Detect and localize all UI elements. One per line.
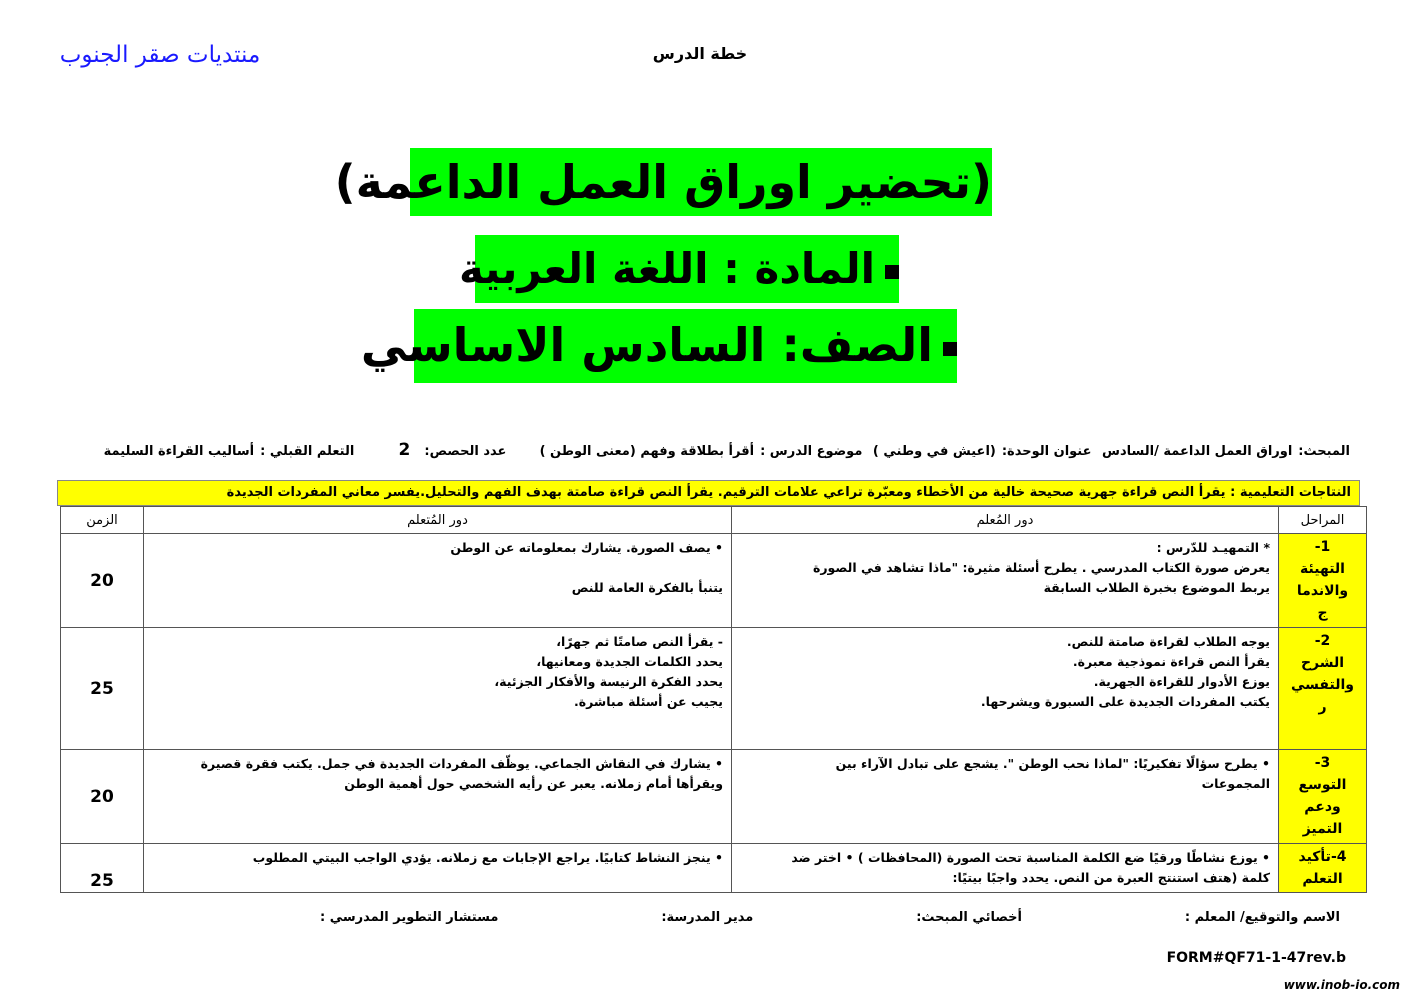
learner-line: يحدد الكلمات الجديدة ومعانيها،: [536, 654, 723, 669]
stage-name-line: التهيئة: [1300, 561, 1345, 577]
stage-name-line: الشرح: [1300, 655, 1345, 671]
teacher-role-cell: [732, 844, 1279, 893]
signature-row: [320, 910, 1340, 925]
title-banner: (تحضير اوراق العمل الداعمة): [410, 148, 992, 216]
stage-number: 3-: [1314, 755, 1331, 771]
stage-number: 4-تأكيد: [1298, 849, 1347, 865]
header-stages: المراحل: [1279, 507, 1367, 534]
learner-line: • يشارك في النقاش الجماعي. يوظّف المفردات الجديدة في جمل. يكتب فقرة قصيرة: [200, 756, 723, 771]
stage-cell: [1279, 628, 1367, 750]
learner-role-cell: [144, 534, 732, 628]
spacer: [152, 558, 723, 578]
header-learner-role: دور المُتعلم: [144, 507, 732, 534]
teacher-line: يعرض صورة الكتاب المدرسي . يطرح أسئلة مثيرة: "ماذا تشاهد في الصورة: [812, 560, 1270, 575]
teacher-role-cell: [732, 750, 1279, 844]
lesson-plan-table: [60, 506, 1367, 893]
teacher-line: يوزع الأدوار للقراءة الجهرية.: [1093, 674, 1270, 689]
teacher-line: • يوزع نشاطًا ورقيًا ضع الكلمة المناسبة تحت الصورة (المحافظات ) • اختر ضد: [791, 850, 1270, 865]
time-cell: 20: [61, 750, 144, 844]
principal-label: مدير المدرسة:: [661, 910, 754, 925]
learner-role-cell: [144, 750, 732, 844]
learner-line: يتنبأ بالفكرة العامة للنص: [571, 580, 723, 595]
header-teacher-role: دور المُعلم: [732, 507, 1279, 534]
topic-label: موضوع الدرس :: [760, 444, 863, 459]
teacher-line: يقرأ النص قراءة نموذجية معبرة.: [1072, 654, 1270, 669]
teacher-role-cell: [732, 628, 1279, 750]
teacher-line: يربط الموضوع بخبرة الطلاب السابقة: [1043, 580, 1270, 595]
prior-learning-label: التعلم القبلي :: [260, 444, 355, 459]
lesson-info-row: [60, 440, 1350, 460]
teacher-line: يكتب المفردات الجديدة على السبورة ويشرحها.: [980, 694, 1270, 709]
unit-value: (اعيش في وطني ): [872, 444, 996, 459]
stage-number: 2-: [1314, 633, 1331, 649]
stage-name-line: ج: [1317, 605, 1328, 621]
stage-name-line: والاندما: [1296, 583, 1349, 599]
stage-name-line: والتفسي: [1291, 677, 1354, 693]
learner-line: يحدد الفكرة الرنيسة والأفكار الجزئية،: [494, 674, 723, 689]
table-row: [61, 534, 1367, 628]
teacher-line: كلمة (هتف استنتج العبرة من النص. يحدد واجبًا بيتيًا:: [952, 870, 1270, 885]
stage-name-line: التميز: [1302, 821, 1343, 837]
learner-role-cell: [144, 844, 732, 893]
unit-label: عنوان الوحدة:: [1001, 444, 1092, 459]
subject-banner: [459, 235, 899, 303]
stage-name-line: ر: [1318, 699, 1327, 715]
time-cell: 25: [61, 844, 144, 893]
table-row: [61, 844, 1367, 893]
grade-banner: [360, 309, 957, 383]
site-url: www.inob-io.com: [1283, 978, 1400, 992]
teacher-signature-label: الاسم والتوقيع/ المعلم :: [1184, 910, 1340, 925]
table-row: [61, 628, 1367, 750]
site-name: منتديات صقر الجنوب: [59, 42, 261, 68]
time-cell: 20: [61, 534, 144, 628]
form-code: FORM#QF71-1-47rev.b: [1166, 950, 1346, 966]
stage-number: 1-: [1314, 539, 1331, 555]
teacher-line: * التمهيـد للدّرس :: [1156, 540, 1270, 555]
stage-name-line: التوسع: [1298, 777, 1347, 793]
teacher-role-cell: [732, 534, 1279, 628]
learner-line: يجيب عن أسئلة مباشرة.: [574, 694, 723, 709]
teacher-line: يوجه الطلاب لقراءة صامتة للنص.: [1066, 634, 1270, 649]
time-cell: 25: [61, 628, 144, 750]
learner-line: • ينجز النشاط كتابيًا. يراجع الإجابات مع زملانه. يؤدي الواجب البيتي المطلوب: [252, 850, 723, 865]
teacher-line: المجموعات: [1201, 776, 1270, 791]
subject-label: المبحث:: [1298, 444, 1350, 459]
learner-line: • يصف الصورة. يشارك بمعلوماته عن الوطن: [450, 540, 723, 555]
stage-cell: [1279, 750, 1367, 844]
subject-value: اوراق العمل الداعمة /السادس: [1102, 444, 1293, 459]
learning-outcomes: النتاجات التعليمية : يقرأ النص قراءة جهرية صحيحة خالية من الأخطاء ومعبّرة تراعي علامات الترقيم. يقرأ النص قراءة صامتة بهدف الفهم والتحليل.يفسر معاني المفردات الجديدة: [57, 480, 1360, 506]
learner-line: - يقرأ النص صامتًا ثم جهرًا،: [556, 634, 723, 649]
learner-line: ويقرأها أمام زملانه. يعبر عن رأيه الشخصي حول أهمية الوطن: [344, 776, 723, 791]
prior-learning-value: أساليب القراءة السليمة: [103, 444, 255, 459]
table-header-row: [61, 507, 1367, 534]
subject-specialist-label: أخصائي المبحث:: [916, 910, 1022, 925]
sessions-label: عدد الحصص:: [424, 444, 507, 459]
topic-value: أقرأ بطلاقة وفهم (معنى الوطن ): [539, 444, 755, 459]
header-time: الزمن: [61, 507, 144, 534]
advisor-label: مستشار التطوير المدرسي :: [320, 910, 499, 925]
square-bullet-icon: [885, 265, 899, 279]
sessions-value: 2: [398, 440, 411, 460]
subject-banner-text: المادة : اللغة العربية: [459, 244, 875, 293]
stage-cell: [1279, 534, 1367, 628]
stage-cell: [1279, 844, 1367, 893]
document-label: خطة الدرس: [652, 44, 748, 63]
grade-banner-text: الصف: السادس الاساسي: [360, 318, 933, 372]
square-bullet-icon: [943, 342, 957, 356]
stage-name-line: ودعم: [1304, 799, 1341, 815]
learner-role-cell: [144, 628, 732, 750]
table-row: [61, 750, 1367, 844]
stage-name-line: التعلم: [1302, 871, 1343, 887]
teacher-line: • يطرح سؤالًا تفكيريًا: "لماذا نحب الوطن ". يشجع على تبادل الآراء بين: [835, 756, 1270, 771]
